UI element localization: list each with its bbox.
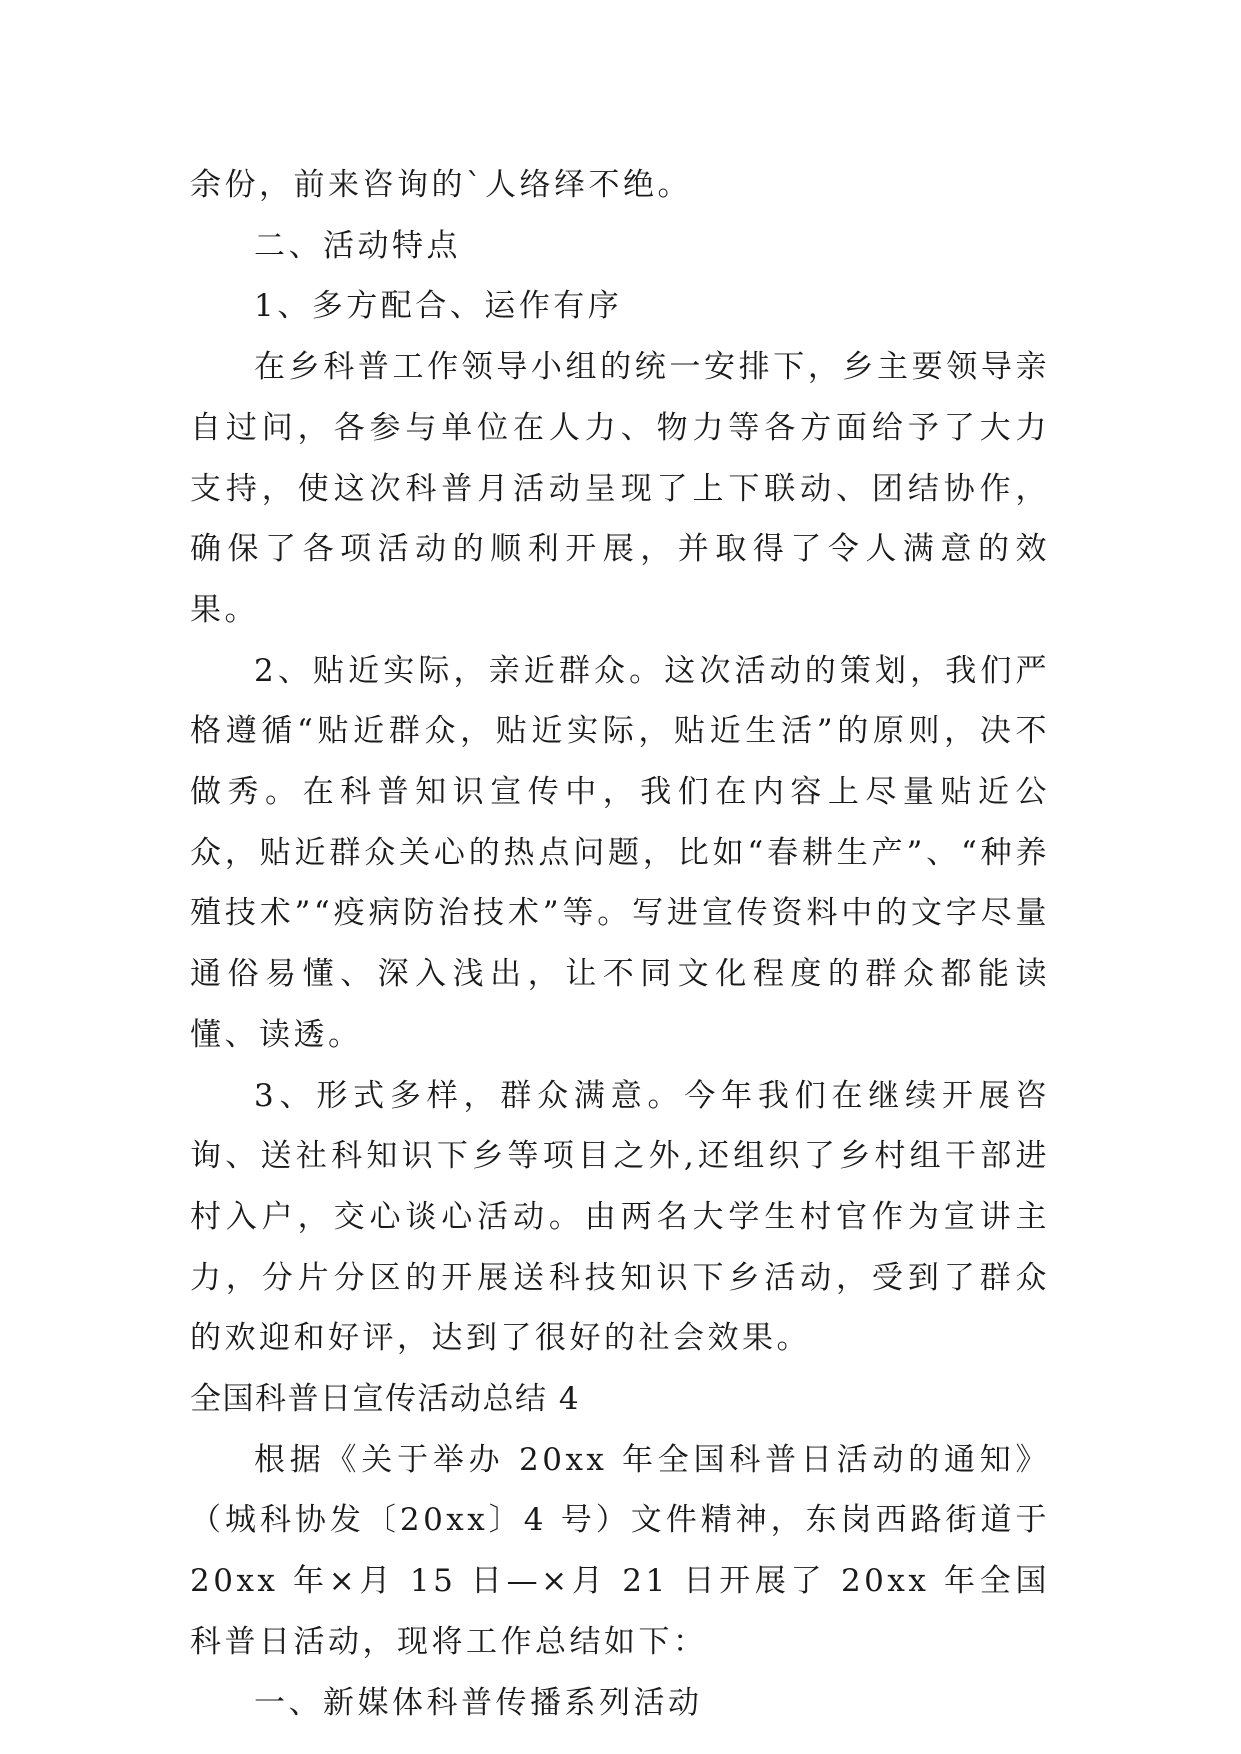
paragraph-3: 3、形式多样，群众满意。今年我们在继续开展咨询、送社科知识下乡等项目之外,还组织了乡村组干部进村入户，交心谈心活动。由两名大学生村官作为宣讲主力，分片分区的开展送科技知识下乡活动，受到了群众的欢迎和好评，达到了很好的社会效果。 <box>190 1077 1050 1357</box>
document-title: 全国科普日宣传活动总结 4 <box>190 1381 581 1418</box>
paragraph-continuation: 余份，前来咨询的`人络绎不绝。 <box>190 167 692 203</box>
section-heading-new-media: 一、新媒体科普传播系列活动 <box>254 1684 703 1721</box>
paragraph-2: 2、贴近实际，亲近群众。这次活动的策划，我们严格遵循“贴近群众，贴近实际，贴近生活”的原则，决不做秀。在科普知识宣传中，我们在内容上尽量贴近公众，贴近群众关心的热点问题，比如“春耕生产”、“种养殖技术”“疫病防治技术”等。写进宣传资料中的文字尽量通俗易懂、深入浅出，让不同文化程度的群众都能读懂、读透。 <box>190 652 1050 1053</box>
section-heading-features: 二、活动特点 <box>254 227 461 264</box>
subheading-1: 1、多方配合、运作有序 <box>254 288 623 325</box>
paragraph-1: 在乡科普工作领导小组的统一安排下，乡主要领导亲自过问，各参与单位在人力、物力等各方面给予了大力支持，使这次科普月活动呈现了上下联动、团结协作，确保了各项活动的顺利开展，并取得了令人满意的效果。 <box>190 349 1050 628</box>
document-body <box>190 155 1050 1733</box>
paragraph-intro: 根据《关于举办 20xx 年全国科普日活动的通知》（城科协发〔20xx〕4 号）文件精神，东岗西路街道于 20xx 年×月 15 日—×月 21 日开展了 20xx 年全国科普日活动，现将工作总结如下： <box>190 1441 1050 1660</box>
